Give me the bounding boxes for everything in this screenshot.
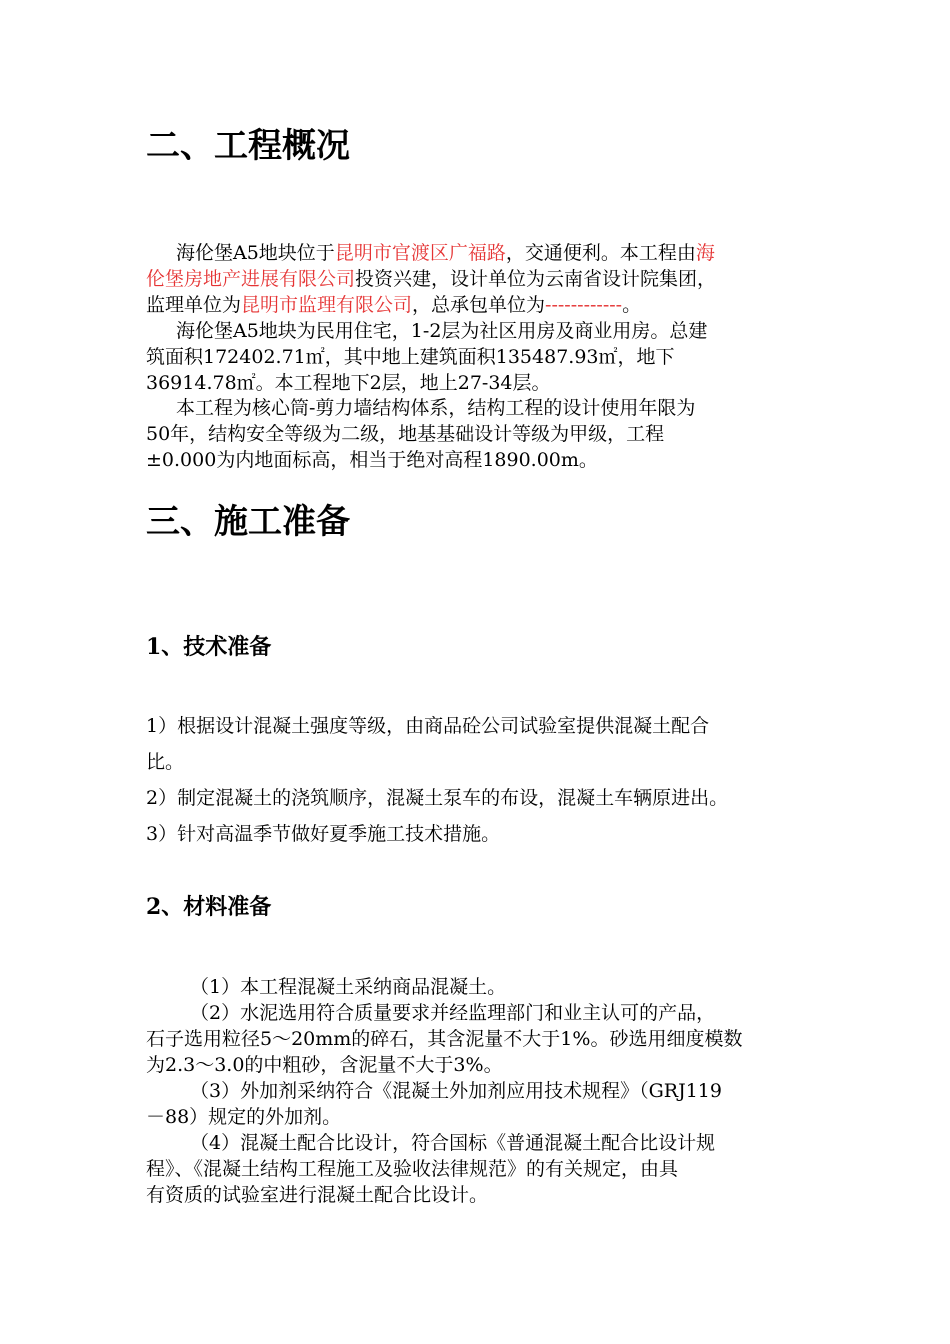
paragraph-line: 海伦堡A5地块为民用住宅，1-2层为社区用房及商业用房。总建 <box>176 320 708 342</box>
list-item: 比。 <box>146 751 185 773</box>
paragraph-line: 为2.3～3.0的中粗砂，含泥量不大于3%。 <box>146 1054 503 1076</box>
subsection-title-materials: 2、材料准备 <box>146 894 272 920</box>
section-title-project-overview: 二、工程概况 <box>146 126 350 166</box>
paragraph-line: 筑面积172402.71㎡，其中地上建筑面积135487.93㎡，地下 <box>146 346 675 368</box>
paragraph-line: （2）水泥选用符合质量要求并经监理部门和业主认可的产品， <box>190 1002 716 1024</box>
materials-prep-text <box>146 974 826 1208</box>
paragraph-line: 36914.78㎡。本工程地下2层，地上27-34层。 <box>146 372 551 394</box>
location-highlight: 昆明市官渡区广福路 <box>334 242 506 264</box>
paragraph-line: ±0.000为内地面标高，相当于绝对高程1890.00m。 <box>146 449 598 471</box>
list-item: 1）根据设计混凝土强度等级，由商品砼公司试验室提供混凝土配合 <box>146 715 710 737</box>
paragraph-line: （3）外加剂采纳符合《混凝土外加剂应用技术规程》（GRJ119 <box>190 1080 722 1102</box>
contractor-placeholder: ------------ <box>545 294 623 316</box>
list-item: 3）针对高温季节做好夏季施工技术措施。 <box>146 823 501 845</box>
paragraph-line: （4）混凝土配合比设计，符合国标《普通混凝土配合比设计规 <box>190 1132 716 1154</box>
paragraph-line: 伦堡房地产进展有限公司投资兴建，设计单位为云南省设计院集团， <box>146 268 717 290</box>
paragraph-line: 本工程为核心筒-剪力墙结构体系，结构工程的设计使用年限为 <box>176 397 696 419</box>
paragraph-line: 50年，结构安全等级为二级，地基基础设计等级为甲级，工程 <box>146 423 665 445</box>
subsection-title-technical: 1、技术准备 <box>146 634 272 660</box>
overview-paragraph-3 <box>146 395 826 473</box>
paragraph-line: 石子选用粒径5～20mm的碎石，其含泥量不大于1%。砂选用细度模数 <box>146 1028 743 1050</box>
developer-highlight-start: 海 <box>695 242 715 264</box>
overview-paragraph-1 <box>146 240 826 318</box>
list-item: 2）制定混凝土的浇筑顺序，混凝土泵车的布设，混凝土车辆原进出。 <box>146 787 729 809</box>
paragraph-line: （1）本工程混凝土采纳商品混凝土。 <box>190 976 507 998</box>
paragraph-line: －88）规定的外加剂。 <box>146 1106 342 1128</box>
technical-prep-list <box>146 708 836 852</box>
paragraph-line: 监理单位为昆明市监理有限公司，总承包单位为------------。 <box>146 294 642 316</box>
section-title-construction-preparation: 三、施工准备 <box>146 502 350 542</box>
paragraph-line: 海伦堡A5地块位于昆明市官渡区广福路，交通便利。本工程由海 <box>176 242 715 264</box>
paragraph-line: 有资质的试验室进行混凝土配合比设计。 <box>146 1184 489 1206</box>
developer-highlight: 伦堡房地产进展有限公司 <box>146 268 356 290</box>
paragraph-line: 程》、《混凝土结构工程施工及验收法律规范》的有关规定，由具 <box>146 1158 679 1180</box>
supervisor-highlight: 昆明市监理有限公司 <box>241 294 413 316</box>
overview-paragraph-2 <box>146 318 826 396</box>
